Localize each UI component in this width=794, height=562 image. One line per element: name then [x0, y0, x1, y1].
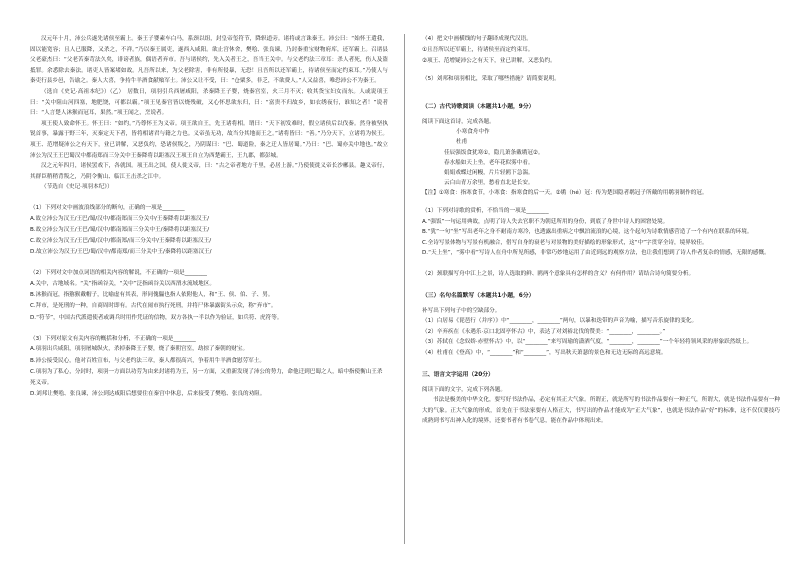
- poem-note: 【注】①寒食：指寒食节，小寒食：指寒食的后一天。②鹖（hé）冠：传为楚国隐者鹖冠子所戴的用鹖羽制作的冠。: [422, 190, 708, 197]
- column-divider: [404, 34, 405, 544]
- question-3-option-a: A.项羽出兵咸阳，项羽屠城纵火，杀掉秦降王子婴，烧了秦朝宫室，劫掠了秦朝的财宝。: [30, 346, 249, 353]
- question-1-option-c: C.故立沛公为汉王/王巴/蜀/汉中/都南郑/而三分关中/王秦降将以距塞汉王/: [30, 237, 212, 244]
- right-column: [422, 34, 780, 427]
- section-2-title: （二）古代诗歌阅读（本题共1小题，9分）: [422, 103, 535, 110]
- passage-source: （节选自《史记·项羽本纪》）: [41, 184, 113, 191]
- question-2-option-b: B.沐猴而冠，指猕猴戴帽子，比喻虚有其表，形同傀儡也指人依附他人，和“王、侯、伯、子、男。: [30, 292, 274, 299]
- question-3-stem: （3）下列对原文有关内容的概括和分析，不正确的一项是________: [30, 335, 196, 342]
- question-2-option-d: D.“符节”，中国古代派遣使者或调兵时用作凭证的信物，双方各执一半以作为验证，如兵符、虎符等。: [30, 314, 283, 321]
- question-3-option-c: C.项羽为了私心，分封时，项羽一方面以功劳为由来封诸将为王，另一方面，又重新发现了沛公的势力，命他迁到巴蜀之人，暗中指使衡山王杀死义帝。: [30, 368, 383, 386]
- section-4-paragraph: 书法是极美的中华文化，要写好书法作品，必定有其正大气象。所谓正，就是所写的书法作品要有一种正气，所谓大，就是书法作品要有一种大的气象。正大气象的形成，首先在于书法家要有人格正大，书写出的作品才能成为“正大气象”，也就是书法作品“好”的标准，这不仅仅要技巧成熟到书写出神入化的境界，还要书者有书卷气息，能在作品中体现出来。: [422, 397, 780, 425]
- section-3-title: （三）名句名篇默写（本题共1小题，6分）: [422, 292, 535, 299]
- left-column: [30, 34, 388, 400]
- poem-author: 杜甫: [456, 139, 468, 146]
- poem-title: 小寒食舟中作: [456, 129, 490, 136]
- fill-blank-3: （3）苏轼在《念奴娇·赤壁怀古》中，以“________”来写周瑜的潇洒气度，“________，________”一个年轻将领风采的形象跃然纸上。: [422, 339, 753, 346]
- poem-line-4: 云白山青万余里，愁看直北是长安。: [444, 180, 534, 187]
- question-1-option-b: B.故立沛公为汉王/王巴/蜀/汉中/都南郑而三分关中王/秦降将以距塞汉王/: [30, 226, 210, 233]
- section-3-intro: 补写出下列句子中的空缺部分。: [422, 307, 501, 314]
- question-1-stem: （1）下列对文中画波浪线部分的断句，正确的一项是________: [30, 204, 185, 211]
- section-4-title: 三、语言文字运用（20分）: [422, 371, 494, 378]
- passage-paragraph-2: （选自《史记·高祖本纪》）（乙） 居数日，项羽引兵西屠咸阳，杀秦降王子婴，烧秦宫室，火三月不灭；收其货宝妇女而东。人或说项王曰：“关中阻山河四塞，地肥饶，可都以霸。”项王见秦宫皆以烧残破，又心怀思欲东归，曰：“富贵不归故乡，如衣绣夜行，谁知之者！”说者曰：“人言楚人沐猴而冠耳，果然。”项王闻之，烹说者。: [30, 88, 388, 117]
- fill-blank-2: （2）辛弃疾在《永遇乐·京口北固亭怀古》中，表达了对刘裕北伐的赞美：“________，________。”: [422, 328, 666, 335]
- poem-question-2-stem: （2）颈联描写舟中江上之景，诗人选取的鲜、鸥两个意象具有怎样的含义？有何作用？请结合诗句简要分析。: [422, 270, 695, 277]
- fill-blank-4: （4）杜甫在《登高》中，“________”和“________”，写出秋天萧瑟的景色和无边无际的高远意境。: [422, 349, 667, 356]
- question-4-item-2: ②项王、范增疑沛公之有天下，业已讲解，又恶负约。: [422, 57, 556, 64]
- passage-paragraph-1: 汉元年十月，沛公兵遂先诸侯至霸上。秦王子婴素车白马，系颈以组，封皇帝玺符节，降轵道旁。诸将或言诛秦王。沛公曰：“始怀王遣我，固以能宽容；且人已服降，又杀之，不祥。”乃以秦王属吏，遂西入咸阳。欲止宫休舍，樊哙、张良谏，乃封秦重宝财物府库，还军霸上。召诸县父老豪杰曰：“父老苦秦苛法久矣，诽谤者族，偶语者弃市。吾与诸侯约，先入关者王之，吾当王关中。与父老约法三章耳：杀人者死，伤人及盗抵罪。余悉除去秦法。诸吏人皆案堵如故。凡吾所以来，为父老除害，非有所侵暴，无恐！且吾所以还军霸上，待诸侯至而定约束耳。”乃使人与秦吏行县乡邑，告谕之。秦人大喜，争持牛羊酒食献飨军士。沛公又让不受，曰：“仓粟多，非乏，不欲费人。”人又益喜，唯恐沛公不为秦王。: [30, 36, 388, 85]
- question-2-option-a: A.关中，古地域名。“关”指函谷关，“关中”泛指函谷关以西渭水流域地区。: [30, 280, 215, 287]
- question-4-item-1: ①且吾所以还军霸上，待诸侯至而定约束耳。: [422, 46, 534, 53]
- question-4-stem: （4）把文中画横线的句子翻译成现代汉语。: [422, 36, 532, 42]
- passage-paragraph-3: 项王使人致命怀王。怀王曰：“如约。”乃尊怀王为义帝。项王欲自王，先王诸将相。谓曰：“天下初发难时，假立诸侯后以伐秦。然身被坚执锐首事，暴露于野三年，灭秦定天下者，皆将相诸君与籍之力也。义帝虽无功，故当分其地而王之。”诸将皆曰：“善。”乃分天下，立诸将为侯王。项王、范增疑沛公之有天下，业已讲解，又恶负约，恐诸侯叛之，乃阴谋曰：“巴、蜀道险，秦之迁人皆居蜀。”乃曰：“巴、蜀亦关中地也。”故立沛公为汉王王巴蜀汉中都南郑而三分关中王秦降将以距塞汉王项王自立为西楚霸王，王九郡，都彭城。: [30, 120, 388, 159]
- question-1-option-a: A.故立沛公为汉王/王巴/蜀/汉中/都南郑而三分关中/王秦降将以距塞汉王/: [30, 215, 210, 222]
- question-2-stem: （2）下列对文中加点词语的相关内容的解说，不正确的一项是________: [30, 270, 207, 277]
- question-1-option-d: D.故立沛公为汉王/王巴/蜀/汉中/都南郑/而三分关中王/秦降将以距塞汉王/: [30, 249, 212, 256]
- section-4-intro: 阅读下面的文字，完成下列各题。: [422, 386, 506, 393]
- question-3-option-b: B.沛公接受民心，他对百姓宣布，与父老约法三章，秦人都很高兴，争着用牛羊酒食慰劳军士。: [30, 357, 265, 364]
- poem-line-1: 佳辰强饭食犹寒①，隐几萧条戴鹖冠②。: [444, 149, 544, 156]
- poem-line-3: 娟娟戏蝶过闲幔，片片轻鸥下急湍。: [444, 170, 534, 176]
- passage-paragraph-4: 汉之元年四月，诸侯罢戏下，各就国。项王出之国，使人徙义帝，曰：“古之帝者地方千里，必居上游。”乃使使徙义帝长沙郴县。趣义帝行，其群臣稍稍背叛之，乃阴令衡山、临江王击杀之江中。: [30, 163, 388, 180]
- poem-question-1-option-b: B.“犹”一句“坐”写出老年之身不耐南方寒冷，也透露出重病之中飘泊流浪的心境，这个起句为诗歌情感营造了一个有内在联系的环境。: [422, 229, 753, 236]
- poem-question-1-option-c: C.全诗写景体物与写景有机融合，借写自身的衰老与对景物的美好描绘的形象形式，这“中”字贯穿全诗，境界较佳。: [422, 239, 708, 246]
- poem-line-2: 春水船如天上坐，老年花似雾中看。: [444, 159, 534, 166]
- poem-question-1-stem: （1）下列对诗歌的赏析，不恰当的一项是________: [422, 208, 549, 214]
- fill-blank-1: （1）白居易《琵琶行（并序）》中“________，________”两句，以暴和迭带的声音为喻，描写音乐旋律的变化。: [422, 318, 698, 325]
- question-2-option-c: C.拜市，是死刑的一种，自商周时即有。古代在闹市执行死刑，并将尸体暴露街头示众，称“弃市”。: [30, 303, 277, 310]
- poem-question-1-option-a: A.“强饭”一句运用典故，点明了诗人失去官职不为朝廷所用的身份，到底了身世中诗人的困窘处境。: [422, 218, 669, 225]
- poem-question-1-option-d: D.“天上坐”，“雾中看”写诗人在舟中所见所感，非常巧妙地运用了由近到远的观察方法，也让我们想到了诗人作者复杂的情感，无限的感慨。: [422, 250, 770, 257]
- section-2-intro: 阅读下面这首诗，完成各题。: [422, 118, 495, 125]
- question-3-option-d: D.刘邦让樊哙、张良谏，沛公到达咸阳后想要住在秦宫中休息，后来接受了樊哙、张良的劝阻。: [30, 391, 266, 398]
- question-5-stem: （5）刘邦和项羽相比，采取了哪些措施？请简要说明。: [422, 76, 560, 82]
